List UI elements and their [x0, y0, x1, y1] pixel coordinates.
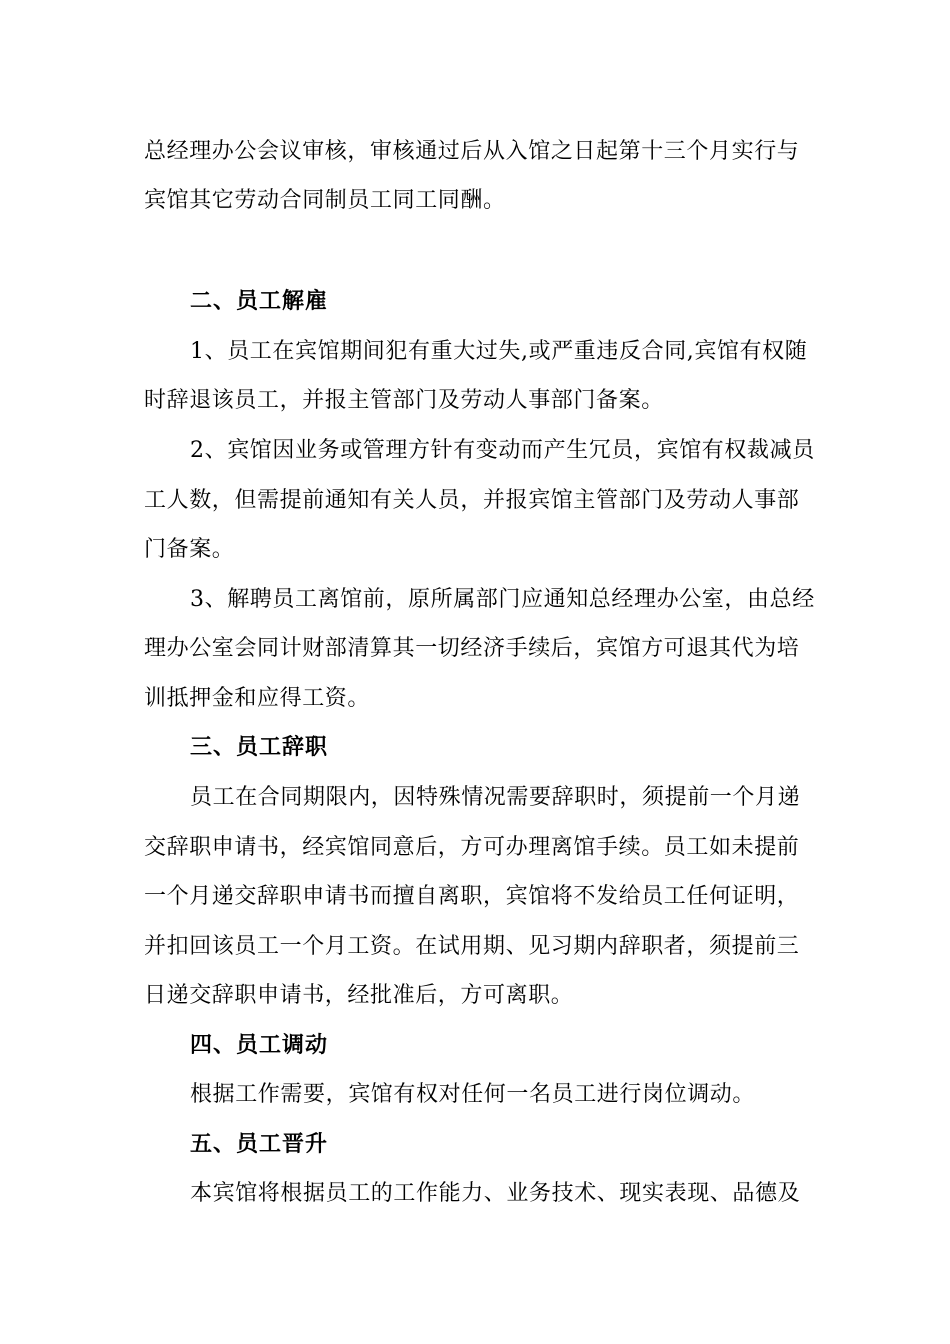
paragraph-line: 宾馆其它劳动合同制员工同工同酬。: [144, 188, 506, 213]
paragraph-line: 一个月递交辞职申请书而擅自离职，宾馆将不发给员工任何证明，: [144, 884, 800, 909]
paragraph-line: 日递交辞职申请书，经批准后，方可离职。: [144, 983, 574, 1008]
paragraph-line: 根据工作需要，宾馆有权对任何一名员工进行岗位调动。: [190, 1082, 756, 1107]
paragraph-line: 本宾馆将根据员工的工作能力、业务技术、现实表现、品德及: [190, 1181, 801, 1206]
section-heading-resignation: 三、员工辞职: [190, 735, 329, 760]
paragraph-line: 理办公室会同计财部清算其一切经济手续后，宾馆方可退其代为培: [144, 636, 800, 661]
section-heading-transfer: 四、员工调动: [190, 1033, 329, 1058]
paragraph-line: 交辞职申请书，经宾馆同意后，方可办理离馆手续。员工如未提前: [144, 835, 800, 860]
paragraph-line: 2、宾馆因业务或管理方针有变动而产生冗员，宾馆有权裁减员: [190, 438, 815, 463]
paragraph-line: 工人数，但需提前通知有关人员，并报宾馆主管部门及劳动人事部: [144, 488, 800, 513]
section-heading-promotion: 五、员工晋升: [190, 1132, 329, 1157]
paragraph-line: 训抵押金和应得工资。: [144, 686, 371, 711]
paragraph-line: 门备案。: [144, 537, 235, 562]
paragraph-line: 3、解聘员工离馆前，原所属部门应通知总经理办公室，由总经: [190, 587, 815, 612]
section-heading-dismissal: 二、员工解雇: [190, 289, 329, 314]
paragraph-line: 员工在合同期限内，因特殊情况需要辞职时，须提前一个月递: [190, 785, 801, 810]
paragraph-line: 1、员工在宾馆期间犯有重大过失,或严重违反合同,宾馆有权随: [190, 339, 808, 364]
paragraph-line: 时辞退该员工，并报主管部门及劳动人事部门备案。: [144, 388, 664, 413]
paragraph-line: 并扣回该员工一个月工资。在试用期、见习期内辞职者，须提前三: [144, 934, 800, 959]
paragraph-line: 总经理办公会议审核，审核通过后从入馆之日起第十三个月实行与: [144, 139, 800, 164]
